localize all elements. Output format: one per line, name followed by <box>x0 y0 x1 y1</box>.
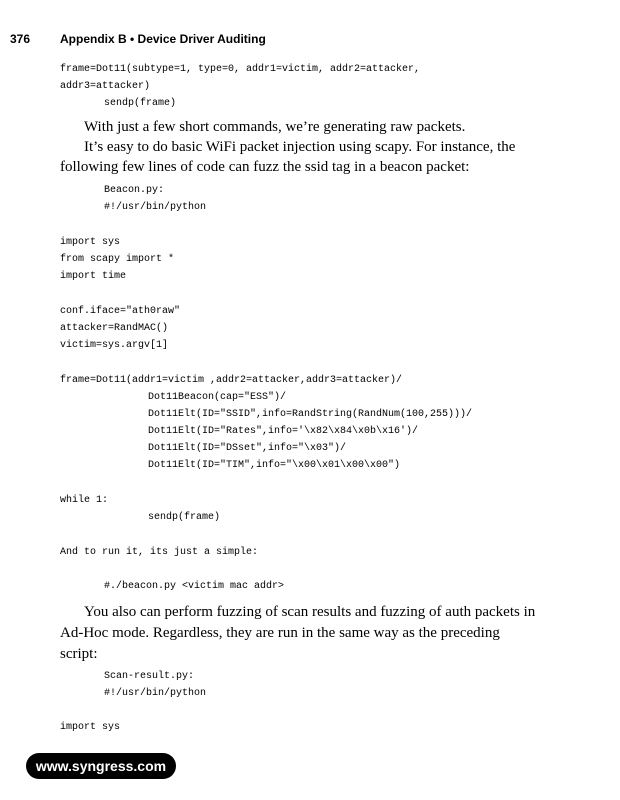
code-line: #!/usr/bin/python <box>104 202 207 213</box>
code-line: #./beacon.py <victim mac addr> <box>104 581 285 592</box>
body-paragraph-line: You also can perform fuzzing of scan results and fuzzing of auth packets in <box>84 604 536 620</box>
publisher-url-badge: www.syngress.com <box>26 753 176 779</box>
code-line: Dot11Elt(ID="Rates",info='\x82\x84\x0b\x16')/ <box>148 426 419 437</box>
code-line: attacker=RandMAC() <box>60 323 169 334</box>
page-header <box>0 32 620 50</box>
code-line: addr3=attacker) <box>60 81 151 92</box>
code-line: frame=Dot11(subtype=1, type=0, addr1=victim, addr2=attacker, <box>60 64 421 75</box>
code-line: #!/usr/bin/python <box>104 688 207 699</box>
body-paragraph-line: With just a few short commands, we’re generating raw packets. <box>84 119 466 135</box>
code-line: sendp(frame) <box>104 98 177 109</box>
code-line: And to run it, its just a simple: <box>60 547 259 558</box>
code-line: from scapy import * <box>60 254 175 265</box>
code-line: while 1: <box>60 495 109 506</box>
code-line: Beacon.py: <box>104 185 165 196</box>
page-number: 376 <box>10 32 31 46</box>
body-paragraph-line: It’s easy to do basic WiFi packet injection using scapy. For instance, the <box>84 139 516 155</box>
code-line: conf.iface="ath0raw" <box>60 306 181 317</box>
code-line: Dot11Elt(ID="SSID",info=RandString(RandNum(100,255)))/ <box>148 409 473 420</box>
code-line: import sys <box>60 722 121 733</box>
code-line: victim=sys.argv[1] <box>60 340 169 351</box>
code-line: frame=Dot11(addr1=victim ,addr2=attacker,addr3=attacker)/ <box>60 375 403 386</box>
running-head: Appendix B • Device Driver Auditing <box>60 32 266 46</box>
code-line: import time <box>60 271 127 282</box>
code-line: Dot11Elt(ID="TIM",info="\x00\x01\x00\x00") <box>148 460 401 471</box>
code-line: Scan-result.py: <box>104 671 195 682</box>
code-line: Dot11Beacon(cap="ESS")/ <box>148 392 287 403</box>
body-paragraph-line: following few lines of code can fuzz the ssid tag in a beacon packet: <box>60 159 470 175</box>
body-paragraph-line: Ad-Hoc mode. Regardless, they are run in the same way as the preceding <box>60 625 500 641</box>
code-line: Dot11Elt(ID="DSset",info="\x03")/ <box>148 443 347 454</box>
code-line: sendp(frame) <box>148 512 221 523</box>
body-paragraph-line: script: <box>60 646 98 662</box>
code-line: import sys <box>60 237 121 248</box>
